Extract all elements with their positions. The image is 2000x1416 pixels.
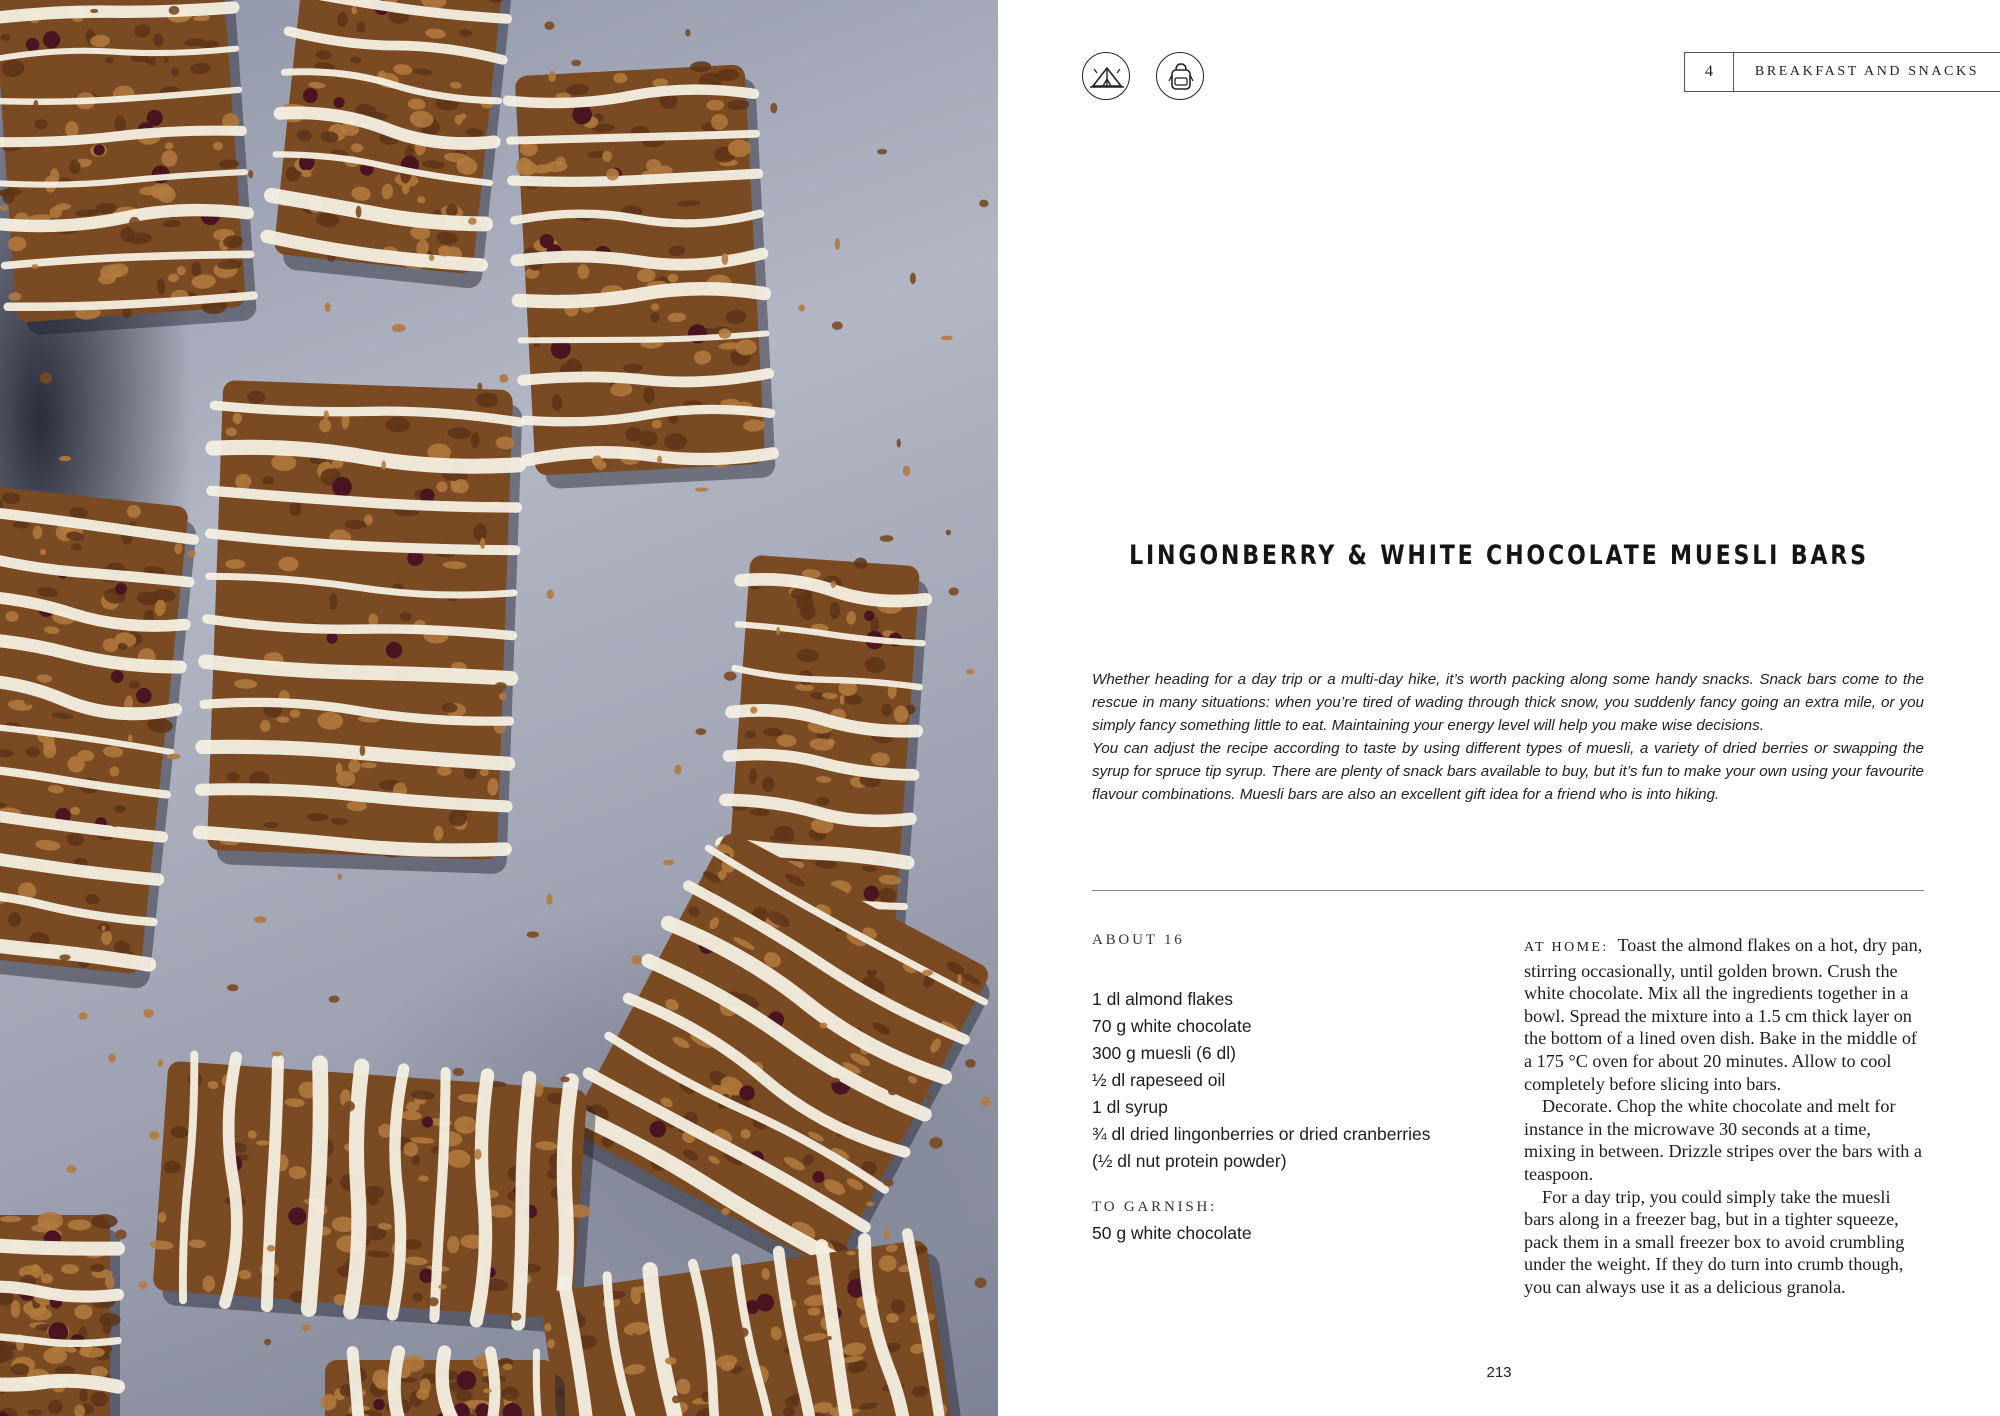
crumb — [746, 391, 758, 398]
crumb — [325, 302, 331, 312]
crumb — [483, 1389, 492, 1393]
crumb — [438, 245, 451, 256]
garnish-list — [1092, 1220, 1252, 1247]
crumb — [302, 170, 312, 178]
crumb — [631, 1333, 639, 1344]
crumb — [979, 200, 988, 208]
crumb — [101, 925, 105, 931]
crumb — [886, 1313, 898, 1323]
crumb — [329, 996, 340, 1003]
crumb — [40, 372, 53, 383]
crumb — [402, 396, 415, 402]
crumb — [606, 168, 619, 180]
crumb — [248, 170, 253, 178]
crumb — [187, 551, 196, 558]
crumb — [808, 1307, 821, 1315]
crumb — [158, 1059, 164, 1067]
crumb — [695, 728, 706, 735]
ingredient-item: 70 g white chocolate — [1092, 1016, 1252, 1036]
crumb — [301, 1324, 311, 1330]
crumb — [256, 1140, 269, 1145]
crumb — [927, 1095, 933, 1100]
backpack-icon — [1156, 52, 1204, 100]
photo-artwork — [0, 0, 998, 1416]
crumb — [510, 1376, 522, 1382]
crumb — [883, 1179, 894, 1186]
crumb — [592, 455, 603, 466]
crumb — [750, 707, 757, 714]
crumb — [770, 103, 777, 113]
crumb — [544, 1323, 551, 1331]
crumb — [90, 9, 98, 13]
crumb — [510, 1312, 522, 1320]
muesli-bar — [531, 1230, 972, 1416]
crumb — [149, 1131, 159, 1140]
crumb — [828, 1078, 840, 1083]
muesli-bar — [198, 380, 523, 874]
chapter-title: BREAKFAST AND SNACKS — [1754, 64, 1980, 79]
crumb — [966, 669, 974, 674]
crumb — [631, 955, 642, 965]
crumb — [453, 1068, 464, 1076]
crumb — [888, 1087, 897, 1095]
crumb — [668, 274, 679, 283]
crumb — [965, 1059, 976, 1068]
crumb — [167, 754, 181, 760]
tent-icon — [1082, 52, 1130, 100]
crumb — [949, 588, 959, 596]
crumb — [865, 963, 878, 971]
crumb — [828, 1336, 832, 1340]
crumb — [336, 763, 343, 775]
crumb — [674, 764, 681, 774]
crumb — [941, 336, 953, 341]
crumb — [866, 1202, 874, 1206]
crumb — [381, 460, 386, 470]
crumb — [59, 456, 71, 461]
crumb — [546, 894, 552, 905]
muesli-bars-photo — [0, 0, 998, 1416]
crumb — [343, 1101, 355, 1112]
crumb — [695, 488, 709, 492]
crumb — [929, 1137, 943, 1148]
garnish-label: TO GARNISH: — [1092, 1199, 1218, 1215]
crumb — [155, 56, 165, 67]
crumb — [70, 807, 80, 815]
crumb — [897, 439, 901, 448]
crumb — [672, 1395, 681, 1403]
intro-paragraph: Whether heading for a day trip or a multi-day hike, it’s worth packing along some handy snacks. Snack bars come to the rescue in many situations: when you’re tired of wading through thick snow, you suddenly fancy going an extra mile, or you simply fancy something little to eat. Maintaining your energy level will help you make wise decisions. — [1092, 671, 1924, 734]
crumb — [560, 1076, 569, 1082]
chapter-header — [1684, 52, 2000, 92]
crumb — [527, 931, 539, 937]
crumb — [798, 305, 805, 312]
crumb — [477, 383, 482, 391]
crumb — [776, 627, 780, 635]
muesli-bar — [0, 1212, 121, 1416]
crumb — [356, 206, 362, 218]
recipe-page — [998, 0, 2000, 1416]
crumb — [981, 1097, 990, 1107]
crumb — [32, 264, 39, 269]
crumb — [474, 1149, 481, 1160]
crumb — [840, 695, 844, 705]
method-paragraph: For a day trip, you could simply take the muesli bars along in a freezer bag, but in a tighter squeeze, pack them in a small freezer box to avoid crumbling under the weight. If they do turn into crumb though, you can always use it as a delicious granola. — [1524, 1186, 1905, 1297]
crumb — [378, 771, 385, 780]
muesli-bar — [506, 58, 776, 490]
crumb — [392, 324, 406, 332]
crumb — [614, 154, 619, 159]
chapter-number: 4 — [1685, 53, 1734, 91]
crumb — [480, 538, 485, 550]
crumb — [352, 6, 357, 14]
ingredient-item: ½ dl rapeseed oil — [1092, 1070, 1226, 1090]
crumb — [946, 530, 951, 536]
crumb — [267, 1245, 276, 1252]
crumb — [429, 255, 435, 261]
recipe-intro — [1092, 668, 1924, 806]
crumb — [657, 456, 662, 464]
crumb — [868, 1005, 882, 1010]
method-text — [1524, 934, 1924, 1299]
ingredient-item: 1 dl almond flakes — [1092, 989, 1234, 1009]
crumb — [78, 1012, 88, 1019]
muesli-bar — [145, 1052, 600, 1334]
crumb — [143, 1009, 153, 1018]
crumb — [544, 21, 554, 29]
crumb — [324, 410, 329, 420]
crumb — [663, 860, 674, 866]
crumb — [108, 1054, 115, 1063]
crumb — [846, 1251, 855, 1255]
crumb — [227, 984, 238, 991]
crumb — [264, 1339, 271, 1346]
crumb — [571, 60, 581, 66]
crumb — [168, 23, 175, 30]
crumb — [66, 1165, 76, 1173]
crumb — [499, 374, 508, 383]
crumb — [24, 697, 34, 706]
crumb — [922, 970, 933, 976]
crumb — [831, 581, 836, 588]
crumb — [468, 218, 477, 225]
recipe-title: LINGONBERRY & WHITE CHOCOLATE MUESLI BARS — [1129, 540, 1869, 571]
ingredient-item: 300 g muesli (6 dl) — [1092, 1043, 1236, 1063]
crumb — [835, 238, 840, 250]
crumb — [337, 873, 342, 880]
crumb — [819, 1022, 827, 1028]
crumb — [248, 1130, 257, 1138]
crumb — [169, 6, 180, 15]
crumb — [547, 1339, 555, 1348]
method-lead: AT HOME: — [1524, 940, 1609, 955]
crumb — [59, 954, 70, 960]
crumb — [724, 671, 737, 680]
crumb — [437, 481, 448, 492]
crumb — [254, 916, 266, 923]
crumb — [975, 1277, 987, 1288]
crumb — [271, 1051, 282, 1056]
intro-paragraph: You can adjust the recipe according to taste by using different types of muesli, a variety of dried berries or swapping the syrup for spruce tip syrup. There are plenty of snack bars available to buy, but it’s fun to make your own using your favourite flavour combinations. Muesli bars are also an excellent gift idea for a friend who is into hiking. — [1092, 740, 1924, 803]
crumb — [33, 100, 38, 110]
crumb — [613, 73, 627, 83]
crumb — [957, 974, 961, 985]
crumb — [721, 253, 728, 265]
crumb — [548, 71, 556, 82]
crumb — [737, 1327, 748, 1337]
crumb — [139, 1281, 148, 1289]
crumb — [884, 1229, 890, 1240]
crumb — [129, 217, 140, 228]
crumb — [832, 321, 843, 330]
crumb — [438, 1284, 447, 1289]
crumb — [40, 549, 46, 555]
crumb — [233, 413, 242, 424]
ingredient-item: (½ dl nut protein powder) — [1092, 1151, 1287, 1171]
crumb — [110, 818, 121, 827]
crumb — [494, 682, 506, 690]
crumb — [128, 735, 133, 742]
crumb — [430, 399, 440, 404]
crumb — [806, 1202, 816, 1212]
crumb — [910, 273, 916, 285]
crumb — [903, 465, 911, 476]
crumb — [685, 29, 690, 36]
method-paragraph — [1524, 934, 1924, 1095]
page-number: 213 — [1486, 1364, 1512, 1381]
method-paragraph: Decorate. Chop the white chocolate and melt for instance in the microwave 30 seconds at a time, mixing in between. Drizzle stripes over the bars with a teaspoon. — [1524, 1096, 1922, 1184]
muesli-bar — [554, 826, 998, 1288]
crumb — [582, 389, 589, 397]
method-step-text: Toast the almond flakes on a hot, dry pan, stirring occasionally, until golden brown. Crush the white chocolate. Mix all the ingredients together in a bowl. Spread the mixture into a 1.5 cm thick layer on the bottom of a lined oven dish. Bake in the middle of a 175 °C oven for about 20 minutes. Allow to cool completely before slicing into bars. — [1524, 935, 1923, 1094]
crumb — [665, 1357, 677, 1365]
crumb — [721, 1208, 730, 1215]
crumb — [460, 113, 466, 119]
crumb — [428, 1297, 439, 1306]
crumb — [360, 745, 366, 756]
crumb — [0, 205, 8, 211]
ingredient-list — [1092, 986, 1502, 1175]
crumb — [880, 535, 894, 542]
section-divider — [1092, 890, 1924, 891]
ingredient-item: ¾ dl dried lingonberries or dried cranberries — [1092, 1124, 1431, 1144]
crumb — [115, 1230, 126, 1240]
yield-label: ABOUT 16 — [1092, 932, 1185, 948]
crumb — [547, 589, 554, 599]
crumb — [290, 710, 301, 718]
garnish-item: 50 g white chocolate — [1092, 1223, 1252, 1243]
crumb — [877, 149, 887, 155]
crumb — [499, 693, 506, 700]
muesli-bar — [0, 484, 199, 989]
ingredient-item: 1 dl syrup — [1092, 1097, 1168, 1117]
crumb — [718, 328, 731, 338]
muesli-bar — [0, 0, 257, 337]
muesli-bar — [321, 1352, 565, 1416]
muesli-bar — [264, 0, 517, 290]
crumb — [211, 1130, 218, 1137]
